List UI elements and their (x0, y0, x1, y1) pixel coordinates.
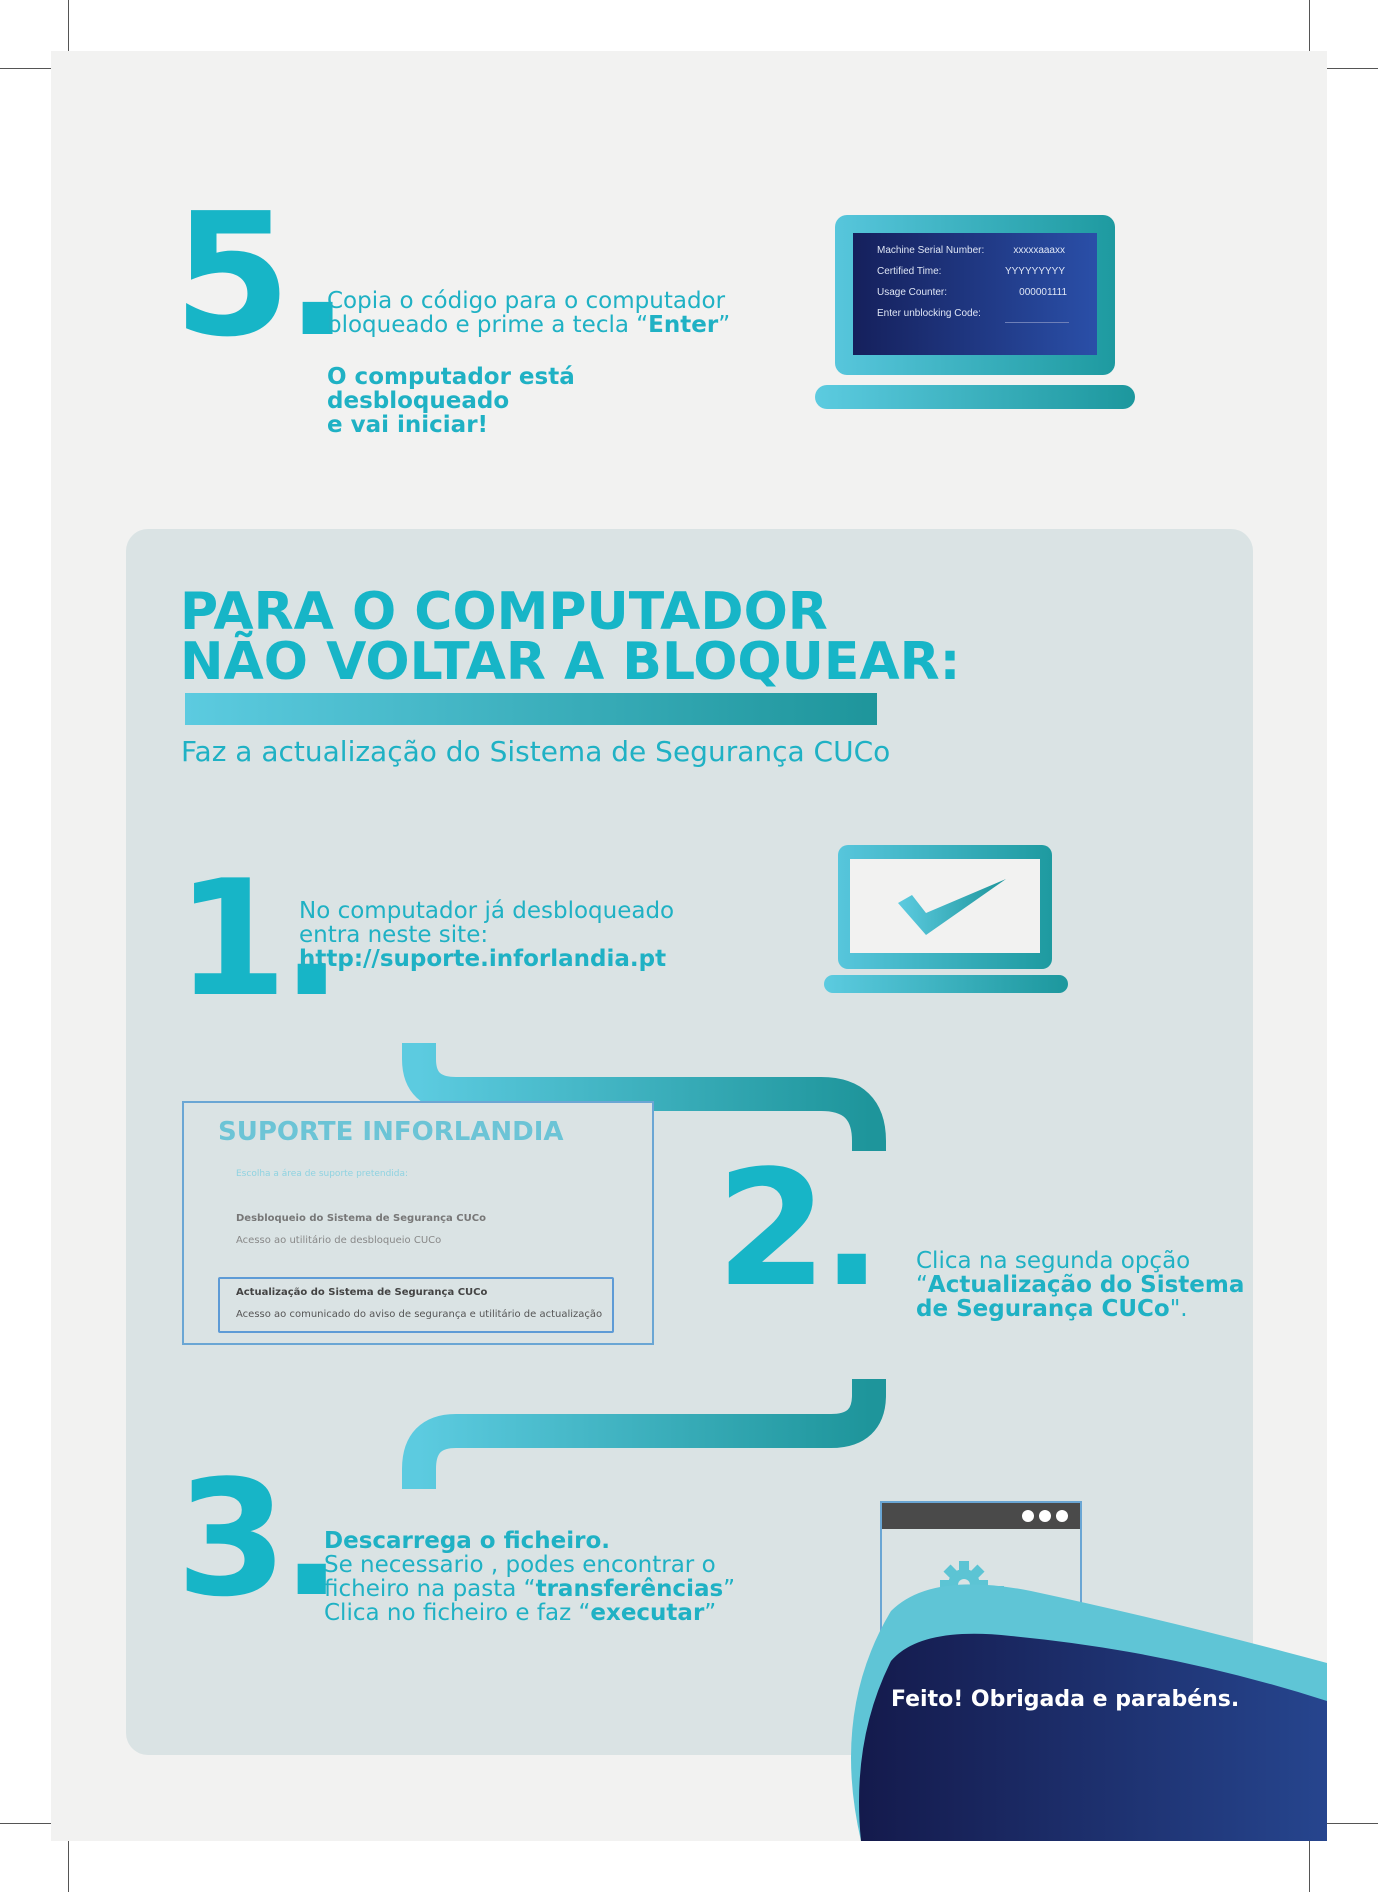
step3-line3: ficheiro na pasta “ (324, 1576, 536, 1602)
support-site-title: SUPORTE INFORLANDIA (218, 1117, 564, 1147)
update-option-name: Actualização do Sistema de Segurança CUCo (916, 1272, 1245, 1322)
quote-open: “ (916, 1272, 928, 1298)
footer-message: Feito! Obrigada e parabéns. (891, 1687, 1240, 1712)
support-area-hint: Escolha a área de suporte pretendida: (236, 1169, 409, 1179)
enter-key-label: Enter (648, 312, 719, 338)
page (51, 51, 1327, 1841)
crop-mark (68, 1835, 69, 1892)
heading-line1: PARA O COMPUTADOR (180, 582, 828, 642)
serial-value: xxxxxaaaxx (1013, 245, 1065, 256)
step5-bold-line1: O computador está desbloqueado (327, 364, 575, 414)
unblock-option-title[interactable]: Desbloqueio do Sistema de Segurança CUCo (236, 1213, 486, 1224)
heading-line2: NÃO VOLTAR A BLOQUEAR: (180, 632, 961, 692)
step1-number: 1. (176, 845, 337, 1032)
step2-line1: Clica na segunda opção (916, 1248, 1191, 1274)
crop-mark (0, 1823, 57, 1824)
downloads-folder-name: transferências (535, 1576, 724, 1602)
crop-mark (1321, 1823, 1378, 1824)
step5-bold-line2: e vai iniciar! (327, 412, 489, 438)
crop-mark (1321, 68, 1378, 69)
step3-bold-line: Descarrega o ficheiro. (324, 1528, 611, 1554)
quote-close: ". (1169, 1296, 1188, 1322)
step3-line4: Clica no ficheiro e faz “ (324, 1600, 591, 1626)
unblocking-code-label: Enter unblocking Code: (877, 308, 981, 319)
crop-mark (0, 68, 57, 69)
crop-mark (1309, 0, 1310, 57)
execute-word: executar (590, 1600, 705, 1626)
step3-number: 3. (176, 1445, 337, 1632)
step5-line1: Copia o código para o computador (327, 288, 726, 314)
footer-wave (51, 51, 1327, 1841)
step3-line2: Se necessario , podes encontrar o (324, 1552, 716, 1578)
quote-close: ” (723, 1576, 736, 1602)
quote-close: ” (718, 312, 731, 338)
update-option-title[interactable]: Actualização do Sistema de Segurança CUCo (236, 1287, 488, 1298)
unblock-option-desc: Acesso ao utilitário de desbloqueio CUCo (236, 1235, 442, 1246)
step1-line2: entra neste site: (299, 922, 489, 948)
update-option-desc: Acesso ao comunicado do aviso de segurança e utilitário de actualização (236, 1309, 603, 1320)
usage-counter-label: Usage Counter: (877, 287, 948, 298)
quote-close: ” (704, 1600, 717, 1626)
step1-line1: No computador já desbloqueado (299, 898, 675, 924)
support-site-link[interactable]: http://suporte.inforlandia.pt (299, 946, 667, 972)
step5-line2: bloqueado e prime a tecla “ (327, 312, 649, 338)
certified-time-value: YYYYYYYYY (1004, 266, 1065, 277)
usage-counter-value: 000001111 (1019, 287, 1067, 298)
crop-mark (68, 0, 69, 57)
step5-number: 5. (173, 177, 344, 375)
panel-subtitle: Faz a actualização do Sistema de Segurança CUCo (181, 735, 891, 768)
step2-number: 2. (716, 1135, 877, 1322)
crop-mark (1309, 1835, 1310, 1892)
serial-label: Machine Serial Number: (877, 245, 985, 256)
certified-time-label: Certified Time: (877, 266, 942, 277)
